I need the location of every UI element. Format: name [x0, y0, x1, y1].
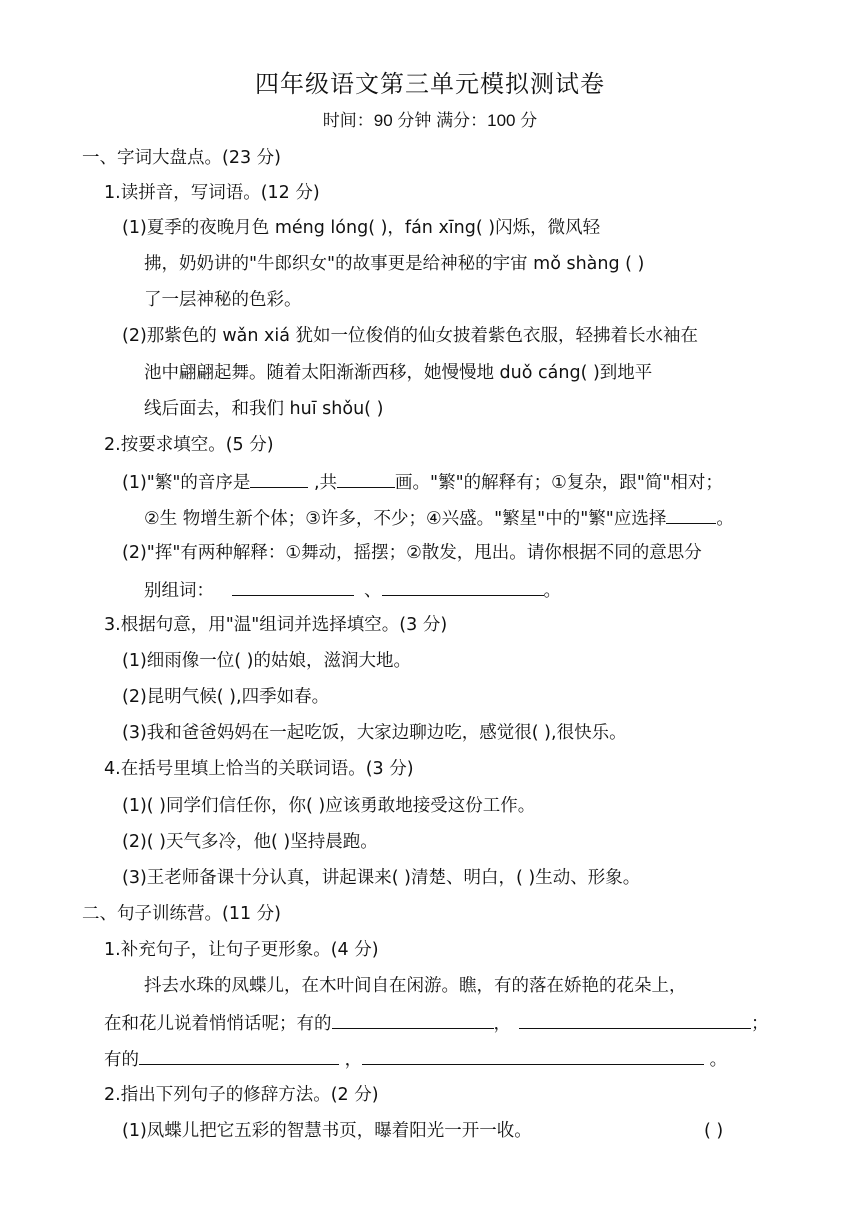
section-1-heading: 一、字词大盘点。(23 分) — [82, 148, 281, 168]
question-2-heading: 2.按要求填空。(5 分) — [104, 435, 274, 455]
q2-item1-text-e: 。 — [716, 509, 734, 529]
q6-item1-text: (1)凤蝶儿把它五彩的智慧书页，曝着阳光一开一收。 — [122, 1121, 532, 1141]
q4-item1: (1)( )同学们信任你，你( )应该勇敢地接受这份工作。 — [122, 796, 536, 816]
question-1-heading: 1.读拼音，写词语。(12 分) — [104, 183, 320, 203]
question-6-heading: 2.指出下列句子的修辞方法。(2 分) — [104, 1085, 379, 1105]
q2-item2-text-a: 别组词： — [144, 581, 214, 601]
q2-item1-line2 — [144, 505, 734, 531]
q2-item2-text-c: 。 — [543, 581, 561, 601]
q2-item2-text-b: 、 — [364, 581, 382, 601]
q5-text-b: ， — [493, 1014, 511, 1034]
answer-blank-sentence4[interactable] — [362, 1046, 704, 1065]
answer-blank-word2[interactable] — [382, 577, 544, 596]
answer-blank-order[interactable] — [250, 469, 308, 488]
q3-item3: (3)我和爸爸妈妈在一起吃饭，大家边聊边吃，感觉很( ),很快乐。 — [122, 723, 627, 743]
q5-passage-line3 — [104, 1046, 727, 1072]
exam-meta: 时间：90 分钟 满分：100 分 — [322, 111, 538, 130]
q5-text-a: 在和花儿说着悄悄话呢；有的 — [104, 1014, 332, 1034]
q4-item3: (3)王老师备课十分认真，讲起课来( )清楚、明白，( )生动、形象。 — [122, 868, 641, 888]
q2-item1-text-b: ,共 — [308, 473, 338, 493]
q5-text-c: ； — [751, 1014, 769, 1034]
q5-passage-line1: 抖去水珠的凤蝶儿，在木叶间自在闲游。瞧，有的落在娇艳的花朵上， — [144, 976, 687, 996]
q1-item1-line2: 拂，奶奶讲的"牛郎织女"的故事更是给神秘的宇宙 mǒ shàng ( ) — [144, 254, 645, 274]
section-2-heading: 二、句子训练营。(11 分) — [82, 904, 281, 924]
question-4-heading: 4.在括号里填上恰当的关联词语。(3 分) — [104, 759, 414, 779]
q2-item2-line1: (2)"挥"有两种解释：①舞动，摇摆；②散发，甩出。请你根据不同的意思分 — [122, 543, 702, 563]
q2-item1-line1 — [122, 469, 723, 495]
q4-item2: (2)( )天气多冷，他( )坚持晨跑。 — [122, 832, 378, 852]
answer-blank-word1[interactable] — [232, 577, 354, 596]
answer-blank-sentence3[interactable] — [139, 1046, 339, 1065]
q5-text-e: ， — [339, 1050, 363, 1070]
question-5-heading: 1.补充句子，让句子更形象。(4 分) — [104, 940, 379, 960]
q2-item1-text-a: (1)"繁"的音序是 — [122, 473, 251, 493]
answer-blank-meaning[interactable] — [666, 505, 716, 524]
q1-item2-line1: (2)那紫色的 wǎn xiá 犹如一位俊俏的仙女披着紫色衣服，轻拂着长水袖在 — [122, 326, 699, 346]
q1-item2-line3: 线后面去，和我们 huī shǒu( ) — [144, 399, 384, 419]
q2-item1-text-c: 画。"繁"的解释有；①复杂，跟"简"相对； — [395, 473, 723, 493]
answer-blank-sentence1[interactable] — [332, 1010, 494, 1029]
q2-item2-line2 — [144, 577, 561, 603]
q3-item2: (2)昆明气候( ),四季如春。 — [122, 687, 330, 707]
answer-blank-sentence2[interactable] — [519, 1010, 751, 1029]
q3-item1: (1)细雨像一位( )的姑娘，滋润大地。 — [122, 651, 412, 671]
q6-item1-answer-paren[interactable]: ( ) — [704, 1121, 724, 1141]
page-title: 四年级语文第三单元模拟测试卷 — [255, 70, 605, 98]
q1-item1-line1: (1)夏季的夜晚月色 méng lóng( )，fán xīng( )闪烁，微风轻 — [122, 218, 601, 238]
q1-item1-line3: 了一层神秘的色彩。 — [144, 290, 302, 310]
q5-passage-line2 — [104, 1010, 769, 1036]
answer-blank-strokes[interactable] — [337, 469, 395, 488]
q5-text-d: 有的 — [104, 1050, 139, 1070]
q6-item1 — [122, 1119, 532, 1143]
q5-text-f: 。 — [704, 1050, 728, 1070]
q2-item1-text-d: ②生 物增生新个体；③许多，不少；④兴盛。"繁星"中的"繁"应选择 — [144, 509, 667, 529]
question-3-heading: 3.根据句意，用"温"组词并选择填空。(3 分) — [104, 615, 448, 635]
q1-item2-line2: 池中翩翩起舞。随着太阳渐渐西移，她慢慢地 duǒ cáng( )到地平 — [144, 363, 653, 383]
